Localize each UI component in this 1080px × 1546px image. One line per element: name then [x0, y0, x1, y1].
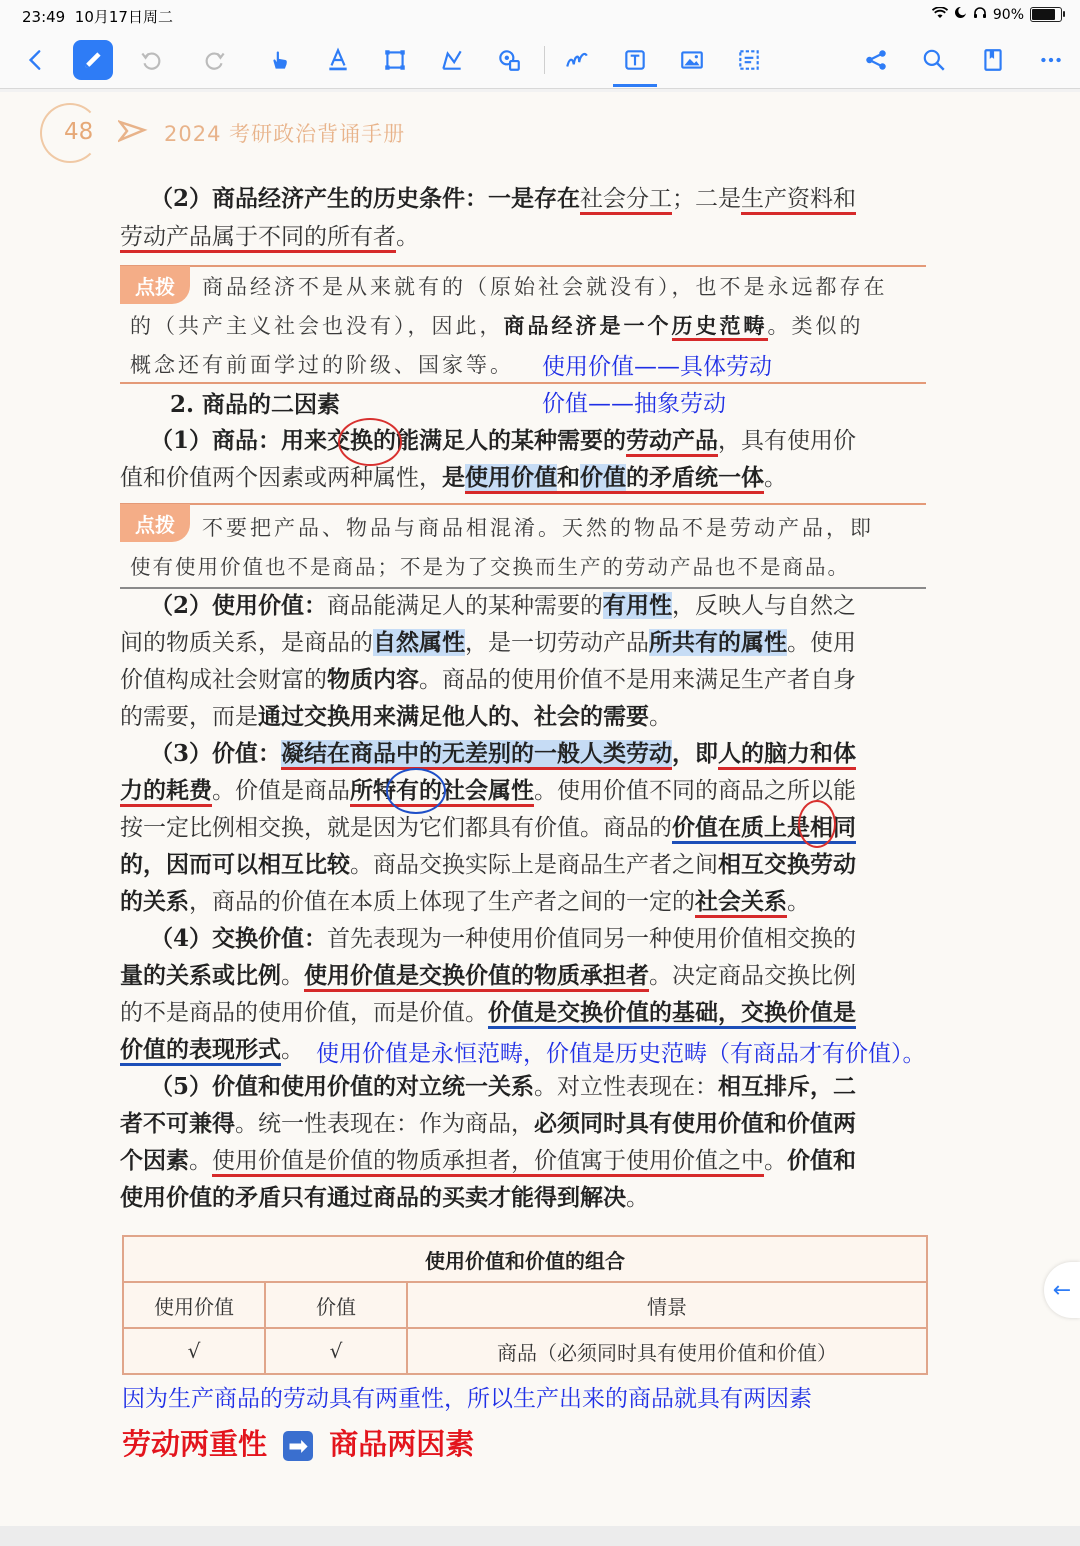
pen-icon [80, 47, 106, 73]
crop-icon [382, 47, 408, 73]
more-button[interactable] [1031, 40, 1071, 80]
tip-badge: 点拨 [120, 504, 190, 542]
more-icon [1038, 47, 1064, 73]
handwritten-note: 使用价值——具体劳动 [542, 354, 772, 380]
red-circle-mark [338, 418, 402, 466]
table-header-cell: 价值 [265, 1282, 407, 1328]
undo-button[interactable] [131, 40, 171, 80]
handwritten-note: 价值——抽象劳动 [542, 391, 726, 417]
text-line: （4）交换价值：首先表现为一种使用价值同另一种使用价值相交换的 [150, 925, 857, 952]
table-header-cell: 情景 [407, 1282, 927, 1328]
textbox-icon [622, 47, 648, 73]
text-line: 量的关系或比例。使用价值是交换价值的物质承担者。决定商品交换比例 [120, 961, 856, 991]
hand-icon [267, 47, 293, 73]
do-not-disturb-icon [954, 6, 967, 23]
arrow-left-icon: ← [1052, 1277, 1072, 1303]
tip-bottom-rule [120, 587, 926, 589]
table-row [123, 1328, 927, 1374]
redo-button[interactable] [195, 40, 235, 80]
text-highlight-icon [325, 47, 351, 73]
handwritten-note: 使用价值是永恒范畴，价值是历史范畴（有商品才有价值）。 [316, 1041, 926, 1067]
blue-circle-mark [386, 768, 446, 814]
page-number: 48 [64, 119, 94, 145]
tip-bottom-rule [120, 382, 926, 384]
search-button[interactable] [914, 40, 954, 80]
text-line: （2）使用价值：商品能满足人的某种需要的有用性，反映人与自然之 [150, 592, 857, 619]
settings-icon [496, 47, 522, 73]
page-number-badge [40, 103, 100, 163]
handwritten-conclusion: 劳动两重性 ➡ 商品两因素 [122, 1427, 475, 1461]
text-line: 力的耗费。价值是商品所特有的社会属性。使用价值不同的商品之所以能 [120, 776, 856, 806]
text-line: 的关系，商品的价值在本质上体现了生产者之间的一定的社会关系。 [120, 887, 810, 917]
toolbar-divider [544, 46, 545, 74]
table-cell: 商品（必须同时具有使用价值和价值） [407, 1328, 927, 1374]
bookmark-button[interactable] [973, 40, 1013, 80]
tip-text: 不要把产品、物品与商品相混淆。天然的物品不是劳动产品，即 [202, 516, 874, 540]
tip-top-rule [120, 265, 926, 267]
table-header-cell: 使用价值 [123, 1282, 265, 1328]
text-line: 使用价值的矛盾只有通过商品的买卖才能得到解决。 [120, 1184, 649, 1211]
text-line: （2）商品经济产生的历史条件：一是存在社会分工；二是生产资料和 [150, 184, 856, 214]
text-line: 间的物质关系，是商品的自然属性，是一切劳动产品所共有的属性。使用 [120, 629, 856, 656]
value-combination-table [122, 1235, 928, 1375]
text-line: （1）商品：用来交换的能满足人的某种需要的劳动产品，具有使用价 [150, 426, 856, 456]
tip-top-rule [120, 503, 926, 505]
shape-icon [439, 47, 465, 73]
lasso-button[interactable] [557, 40, 597, 80]
battery-icon [1030, 7, 1062, 22]
bookmark-icon [980, 47, 1006, 73]
tip-text: 概念还有前面学过的阶级、国家等。 [130, 353, 514, 377]
section-heading: 2. 商品的二因素 [170, 391, 341, 418]
image-button[interactable] [672, 40, 712, 80]
share-button[interactable] [856, 40, 896, 80]
text-line: 的需要，而是通过交换用来满足他人的、社会的需要。 [120, 703, 672, 730]
tip-text: 使有使用价值也不是商品；不是为了交换而生产的劳动产品也不是商品。 [130, 555, 850, 579]
red-circle-mark [798, 800, 836, 848]
tip-text: 商品经济不是从来就有的（原始社会就没有），也不是永远都存在 [202, 275, 888, 299]
handwritten-note: 因为生产商品的劳动具有两重性，所以生产出来的商品就具有两因素 [122, 1386, 812, 1412]
text-line: 个因素。使用价值是价值的物质承担者，价值寓于使用价值之中。价值和 [120, 1146, 856, 1176]
text-highlight-button[interactable] [318, 40, 358, 80]
shape-tool-button[interactable] [432, 40, 472, 80]
share-icon [863, 47, 889, 73]
table-title: 使用价值和价值的组合 [123, 1236, 927, 1282]
status-icons [932, 6, 1062, 23]
page-bottom-gap [0, 1526, 1080, 1546]
status-bar [0, 0, 1080, 32]
page-header-title: 2024 考研政治背诵手册 [164, 122, 406, 146]
tip-text: 的（共产主义社会也没有），因此，商品经济是一个历史范畴。类似的 [130, 311, 864, 341]
chevron-left-icon [23, 47, 49, 73]
table-cell: √ [123, 1328, 265, 1374]
crop-button[interactable] [375, 40, 415, 80]
tip-badge: 点拨 [120, 266, 190, 304]
search-icon [921, 47, 947, 73]
text-line: 劳动产品属于不同的所有者。 [120, 222, 419, 252]
text-line: 价值的表现形式。 [120, 1035, 304, 1065]
redo-icon [202, 47, 228, 73]
undo-icon [138, 47, 164, 73]
text-line: 价值构成社会财富的物质内容。商品的使用价值不是用来满足生产者自身 [120, 666, 856, 693]
select-button[interactable] [729, 40, 769, 80]
back-button[interactable] [16, 40, 56, 80]
image-icon [679, 47, 705, 73]
table-cell: √ [265, 1328, 407, 1374]
text-line: 者不可兼得。统一性表现在：作为商品，必须同时具有使用价值和价值两 [120, 1110, 856, 1137]
text-line: 的不是商品的使用价值，而是价值。价值是交换价值的基础，交换价值是 [120, 998, 856, 1028]
table-header-row [123, 1282, 927, 1328]
arrow-right-icon: ➡ [283, 1431, 313, 1461]
pen-tool-button[interactable] [73, 40, 113, 80]
battery-percent: 90% [992, 6, 1024, 23]
wifi-icon [932, 7, 948, 23]
text-line: （5）价值和使用价值的对立统一关系。对立性表现在：相互排斥，二 [150, 1073, 857, 1100]
select-icon [736, 47, 762, 73]
headphones-icon [973, 6, 987, 23]
annotation-toolbar [0, 32, 1080, 89]
tool-settings-button[interactable] [489, 40, 529, 80]
status-time: 23:49 10月17日周二 [22, 8, 173, 26]
textbox-button[interactable] [615, 40, 655, 80]
text-line: 按一定比例相交换，就是因为它们都具有价值。商品的价值在质上是相同 [120, 813, 856, 843]
book-flag-icon [118, 120, 148, 144]
text-line: 值和价值两个因素或两种属性，是使用价值和价值的矛盾统一体。 [120, 463, 787, 493]
text-line: （3）价值：凝结在商品中的无差别的一般人类劳动，即人的脑力和体 [150, 739, 856, 769]
hand-tool-button[interactable] [260, 40, 300, 80]
lasso-icon [564, 47, 590, 73]
active-tool-indicator [613, 84, 657, 87]
text-line: 的，因而可以相互比较。商品交换实际上是商品生产者之间相互交换劳动 [120, 851, 856, 878]
